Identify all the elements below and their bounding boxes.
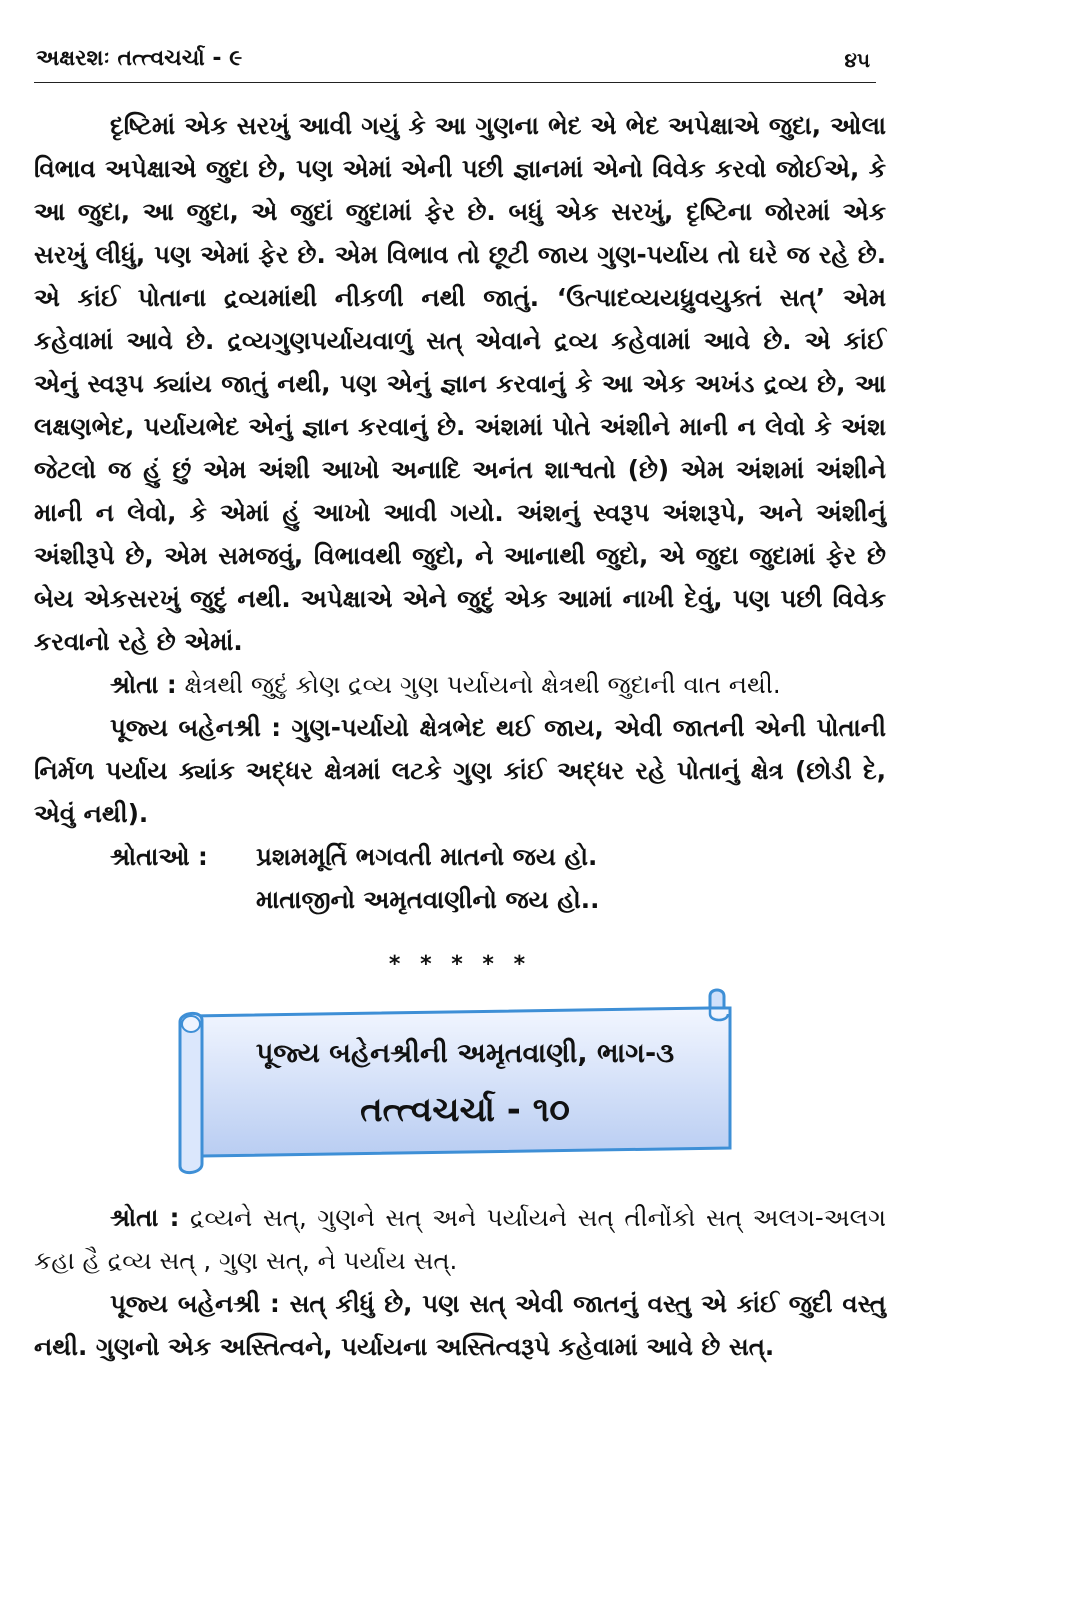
speaker-label: પૂજ્ય બહેનશ્રી : [110,713,282,742]
speaker-label: શ્રોતા : [110,670,177,699]
dialog-text: ક્ષેત્રથી જુદું કોણ દ્રવ્ય ગુણ પર્યાયનો ક્ષેત્રથી જુદાની વાત નથી. [176,670,781,699]
dialog-text: દ્રવ્યને સત્, ગુણને સત્ અને પર્યાયને સત્ તીનોંકો સત્ અલગ-અલગ કહા હૈ દ્રવ્ય સત્ , ગુણ સત્, ને પર્યાય સત્. [34,1203,886,1275]
speaker-label: શ્રોતાઓ : [110,842,208,871]
speaker-label: પૂજ્ય બહેનશ્રી : [110,1289,280,1318]
chant-line-2: માતાજીનો અમૃતવાણીનો જય હો.. [256,885,600,914]
body-paragraph: દૃષ્ટિમાં એક સરખું આવી ગયું કે આ ગુણના ભેદ એ ભેદ અપેક્ષાએ જુદા, ઓલા વિભાવ અપેક્ષાએ જુદા છે, પણ એમાં એની પછી જ્ઞાનમાં એનો વિવેક કરવો જોઈએ, કે આ જુદા, આ જુદા, એ જુદાં જુદામાં ફેર છે. બધું એક સરખું, દૃષ્ટિના જોરમાં એક સરખું લીધું, પણ એમાં ફેર છે. એમ વિભાવ તો છૂટી જાય ગુણ-પર્યાય તો ઘરે જ રહે છે. એ કાંઈ પોતાના દ્રવ્યમાંથી નીકળી નથી જાતું. ‘ઉત્પાદવ્યયધ્રુવયુક્તં સત્’ એમ કહેવામાં આવે છે. દ્રવ્યગુણપર્યાયવાળું સત્ એવાને દ્રવ્ય કહેવામાં આવે છે. એ કાંઈ એનું સ્વરૂપ ક્યાંય જાતું નથી, પણ એનું જ્ઞાન કરવાનું કે આ એક અખંડ દ્રવ્ય છે, આ લક્ષણભેદ, પર્યાયભેદ એનું જ્ઞાન કરવાનું છે. અંશમાં પોતે અંશીને માની ન લેવો કે અંશ જેટલો જ હું છું એમ અંશી આખો અનાદિ અનંત શાશ્વતો (છે) એમ અંશમાં અંશીને માની ન લેવો, કે એમાં હું આખો આવી ગયો. અંશનું સ્વરૂપ અંશરૂપે, અને અંશીનું અંશીરૂપે છે, એમ સમજવું, વિભાવથી જુદો, ને આનાથી જુદો, એ જુદા જુદામાં ફેર છે બેય એકસરખું જુદું નથી. અપેક્ષાએ એને જુદું એક આમાં નાખી દેવું, પણ પછી વિવેક કરવાનો રહે છે એમાં. [34,111,886,656]
banner-series-title: પૂજ્ય બહેનશ્રીની અમૃતવાણી, ભાગ-૩ [255,1038,675,1069]
chant-line-1: પ્રશમમૂર્તિ ભગવતી માતનો જય હો. [256,842,598,871]
speaker-label: શ્રોતા : [110,1203,180,1232]
section-separator: * * * * * [388,952,532,977]
banner-chapter-title: તત્ત્વચર્ચા - ૧૦ [360,1090,570,1130]
page-header [34,42,876,83]
dialog-listener [34,1196,886,1282]
dialog-bahenshri [34,1282,886,1368]
page-number: ૪૫ [844,48,870,72]
chant-block [34,835,886,921]
dialog-bahenshri [34,706,886,835]
dialog-text: સત્ કીધું છે, પણ સત્ એવી જાતનું વસ્તુ એ કાંઈ જુદી વસ્તુ નથી. ગુણનો એક અસ્તિત્વને, પર્યાયના અસ્તિત્વરૂપે કહેવામાં આવે છે સત્. [34,1289,886,1361]
page-body-lower [34,1196,886,1368]
scroll-graphic [172,986,738,1178]
dialog-text: ગુણ-પર્યાયો ક્ષેત્રભેદ થઈ જાય, એવી જાતની એની પોતાની નિર્મળ પર્યાય ક્યાંક અદ્ધર ક્ષેત્રમાં લટકે ગુણ કાંઈ અદ્ધર રહે પોતાનું ક્ષેત્ર (છોડી દે, એવું નથી). [34,713,886,828]
running-title: અક્ષરશઃ તત્ત્વચર્ચા - ૯ [36,46,243,71]
dialog-listener [34,663,886,706]
chapter-banner [172,986,738,1178]
page-body [34,104,886,921]
